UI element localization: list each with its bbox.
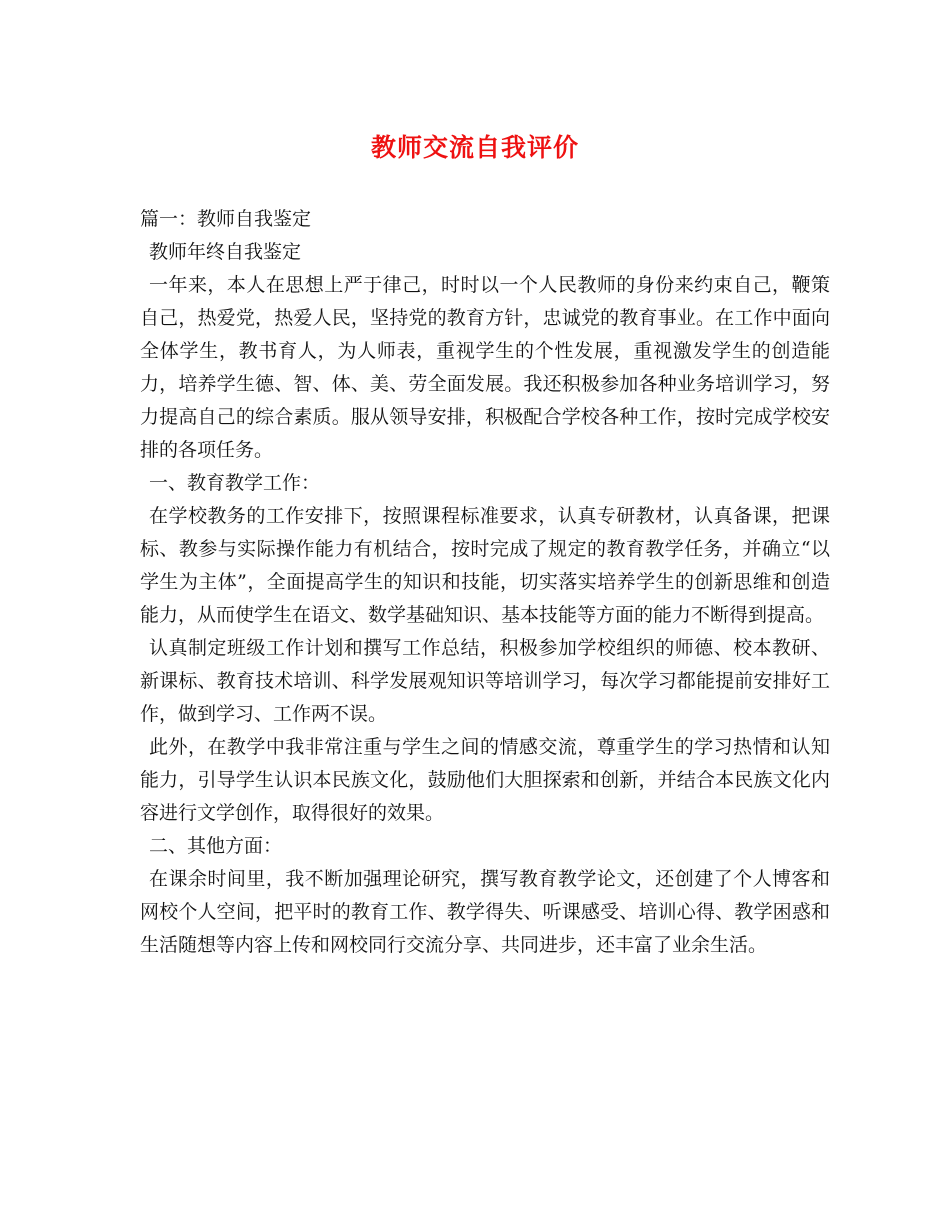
paragraph-teaching-1: 在学校教务的工作安排下，按照课程标准要求，认真专研教材，认真备课，把课标、教参与实际操作能力有机结合，按时完成了规定的教育教学任务，并确立“以学生为主体”，全面提高学生的知识和技能，切实落实培养学生的创新思维和创造能力，从而使学生在语文、数学基础知识、基本技能等方面的能力不断得到提高。: [140, 505, 830, 626]
paragraph-other-1: 在课余时间里，我不断加强理论研究，撰写教育教学论文，还创建了个人博客和网校个人空间，把平时的教育工作、教学得失、听课感受、培训心得、教学困惑和生活随想等内容上传和网校同行交流分享、共同进步，还丰富了业余生活。: [140, 868, 830, 956]
paragraph-intro: 一年来，本人在思想上严于律己，时时以一个人民教师的身份来约束自己，鞭策自己，热爱党，热爱人民，坚持党的教育方针，忠诚党的教育事业。在工作中面向全体学生，教书育人，为人师表，重视学生的个性发展，重视激发学生的创造能力，培养学生德、智、体、美、劳全面发展。我还积极参加各种业务培训学习，努力提高自己的综合素质。服从领导安排，积极配合学校各种工作，按时完成学校安排的各项任务。: [140, 274, 830, 461]
paragraph-heading-other: 二、其他方面：: [149, 835, 283, 857]
paragraph-subtitle: 教师年终自我鉴定: [149, 241, 302, 263]
paragraph-heading-teaching: 一、教育教学工作：: [149, 472, 321, 494]
document-body: [140, 203, 830, 962]
paragraph-teaching-3: 此外，在教学中我非常注重与学生之间的情感交流，尊重学生的学习热情和认知能力，引导学生认识本民族文化，鼓励他们大胆探索和创新，并结合本民族文化内容进行文学创作，取得很好的效果。: [140, 736, 830, 824]
paragraph-section-heading: 篇一：教师自我鉴定: [140, 208, 312, 230]
paragraph-teaching-2: 认真制定班级工作计划和撰写工作总结，积极参加学校组织的师德、校本教研、新课标、教育技术培训、科学发展观知识等培训学习，每次学习都能提前安排好工作，做到学习、工作两不误。: [140, 637, 830, 725]
document-title: 教师交流自我评价: [370, 133, 579, 162]
